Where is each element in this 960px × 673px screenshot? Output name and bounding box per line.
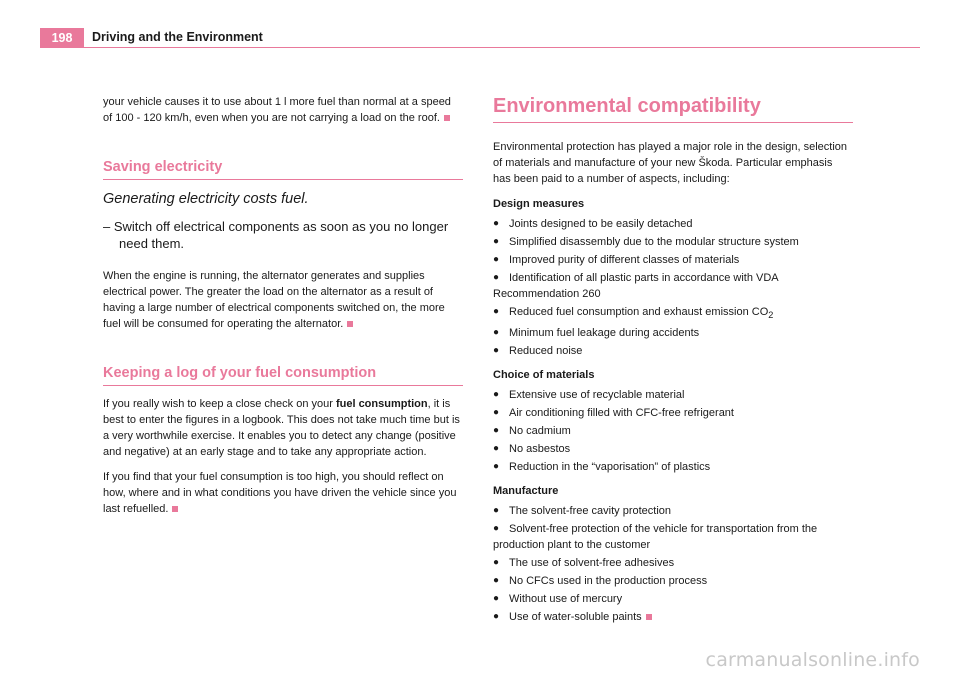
bullet-icon: ● (493, 575, 500, 587)
section-title-environmental: Environmental compatibility (493, 94, 853, 123)
list-item: ● Joints designed to be easily detached (493, 218, 693, 230)
list-item: ● Reduction in the “vaporisation” of plastics (493, 461, 711, 474)
list-item: ● Reduced fuel consumption and exhaust emission $CO_2$ (493, 306, 774, 321)
list-item: ● Without use of mercury (493, 593, 623, 606)
list-item: ● The solvent-free cavity protection (493, 505, 672, 518)
bullet-icon: ● (493, 523, 500, 535)
list-item: ● The use of solvent-free adhesives (493, 557, 675, 570)
header-rule (84, 47, 920, 48)
bullet-icon: ● (493, 236, 500, 247)
section-lead: Generating electricity costs fuel. (103, 191, 309, 207)
page-number: 198 (40, 28, 84, 48)
list-item: ● Extensive use of recyclable material (493, 389, 685, 402)
list-item: ● Solvent-free protection of the vehicle for transportation from the production plant to the customer (493, 523, 818, 552)
end-mark-icon (444, 115, 450, 121)
chapter-title: Driving and the Environment (92, 30, 263, 44)
list-item: ● No cadmium (493, 425, 571, 438)
alternator-paragraph: When the engine is running, the alternator generates and supplies electrical power. The greater the load on the alternator as a result of having a large number of electrical components switched on, the more fuel will be consumed for operating the alternator. (103, 270, 445, 330)
list-item: ● Identification of all plastic parts in accordance with VDA Recommendation 260 (493, 272, 779, 300)
bullet-icon: ● (493, 327, 500, 339)
co2-subscript: 2 (768, 310, 774, 321)
intro-paragraph: your vehicle causes it to use about 1 l more fuel than normal at a speed of 100 - 120 km/h, even when you are not carrying a load on the roof. (103, 96, 451, 124)
reflect-paragraph: If you find that your fuel consumption is too high, you should reflect on how, where and in what conditions you have driven the vehicle since you last refuelled. (103, 471, 457, 515)
manufacture-heading: Manufacture (493, 485, 559, 498)
page-header (40, 24, 920, 50)
bullet-icon: ● (493, 611, 500, 623)
logbook-paragraph: If you really wish to keep a close check on your fuel consumption, it is best to enter the figures in a logbook. This does not take much time but is a very worthwhile exercise. It enables you to detect any change (positive and negative) at an early stage and to take any appropriate action. (103, 398, 460, 458)
instruction-step: – Switch off electrical components as soon as you no longer need them. (103, 219, 449, 251)
fuel-consumption-term: fuel consumption (335, 398, 428, 410)
left-column (103, 94, 463, 526)
list-item: ● Improved purity of different classes of materials (493, 254, 740, 266)
end-mark-icon (172, 506, 178, 512)
bullet-icon: ● (493, 461, 500, 473)
design-measures-heading: Design measures (493, 198, 585, 210)
list-item: ● Reduced noise (493, 345, 583, 358)
bullet-icon: ● (493, 254, 500, 265)
section-title-fuel-log: Keeping a log of your fuel consumption (103, 365, 463, 386)
list-item: ● Air conditioning filled with CFC-free refrigerant (493, 407, 734, 420)
end-mark-icon (347, 321, 353, 327)
bullet-icon: ● (493, 407, 500, 419)
list-item: ● Use of water-soluble paints (493, 609, 853, 625)
list-item: ● No asbestos (493, 443, 571, 456)
bullet-icon: ● (493, 505, 500, 517)
list-item: ● Simplified disassembly due to the modular structure system (493, 236, 799, 248)
bullet-icon: ● (493, 389, 500, 401)
bullet-icon: ● (493, 218, 500, 229)
section-title-saving-electricity: Saving electricity (103, 159, 463, 180)
bullet-icon: ● (493, 557, 500, 569)
bullet-icon: ● (493, 345, 500, 357)
watermark-link[interactable]: carmanualsonline.info (705, 649, 920, 671)
bullet-icon: ● (493, 443, 500, 455)
list-item: ● No CFCs used in the production process (493, 575, 708, 588)
bullet-icon: ● (493, 272, 500, 283)
bullet-icon: ● (493, 593, 500, 605)
bullet-icon: ● (493, 306, 500, 317)
environment-intro: Environmental protection has played a major role in the design, selection of materials and manufacture of your new Škoda. Particular emphasis has been paid to a number of aspects, including: (493, 141, 848, 185)
end-mark-icon (646, 614, 652, 620)
list-item: ● Minimum fuel leakage during accidents (493, 327, 700, 340)
right-column (493, 94, 853, 627)
bullet-icon: ● (493, 425, 500, 437)
materials-heading: Choice of materials (493, 369, 595, 382)
